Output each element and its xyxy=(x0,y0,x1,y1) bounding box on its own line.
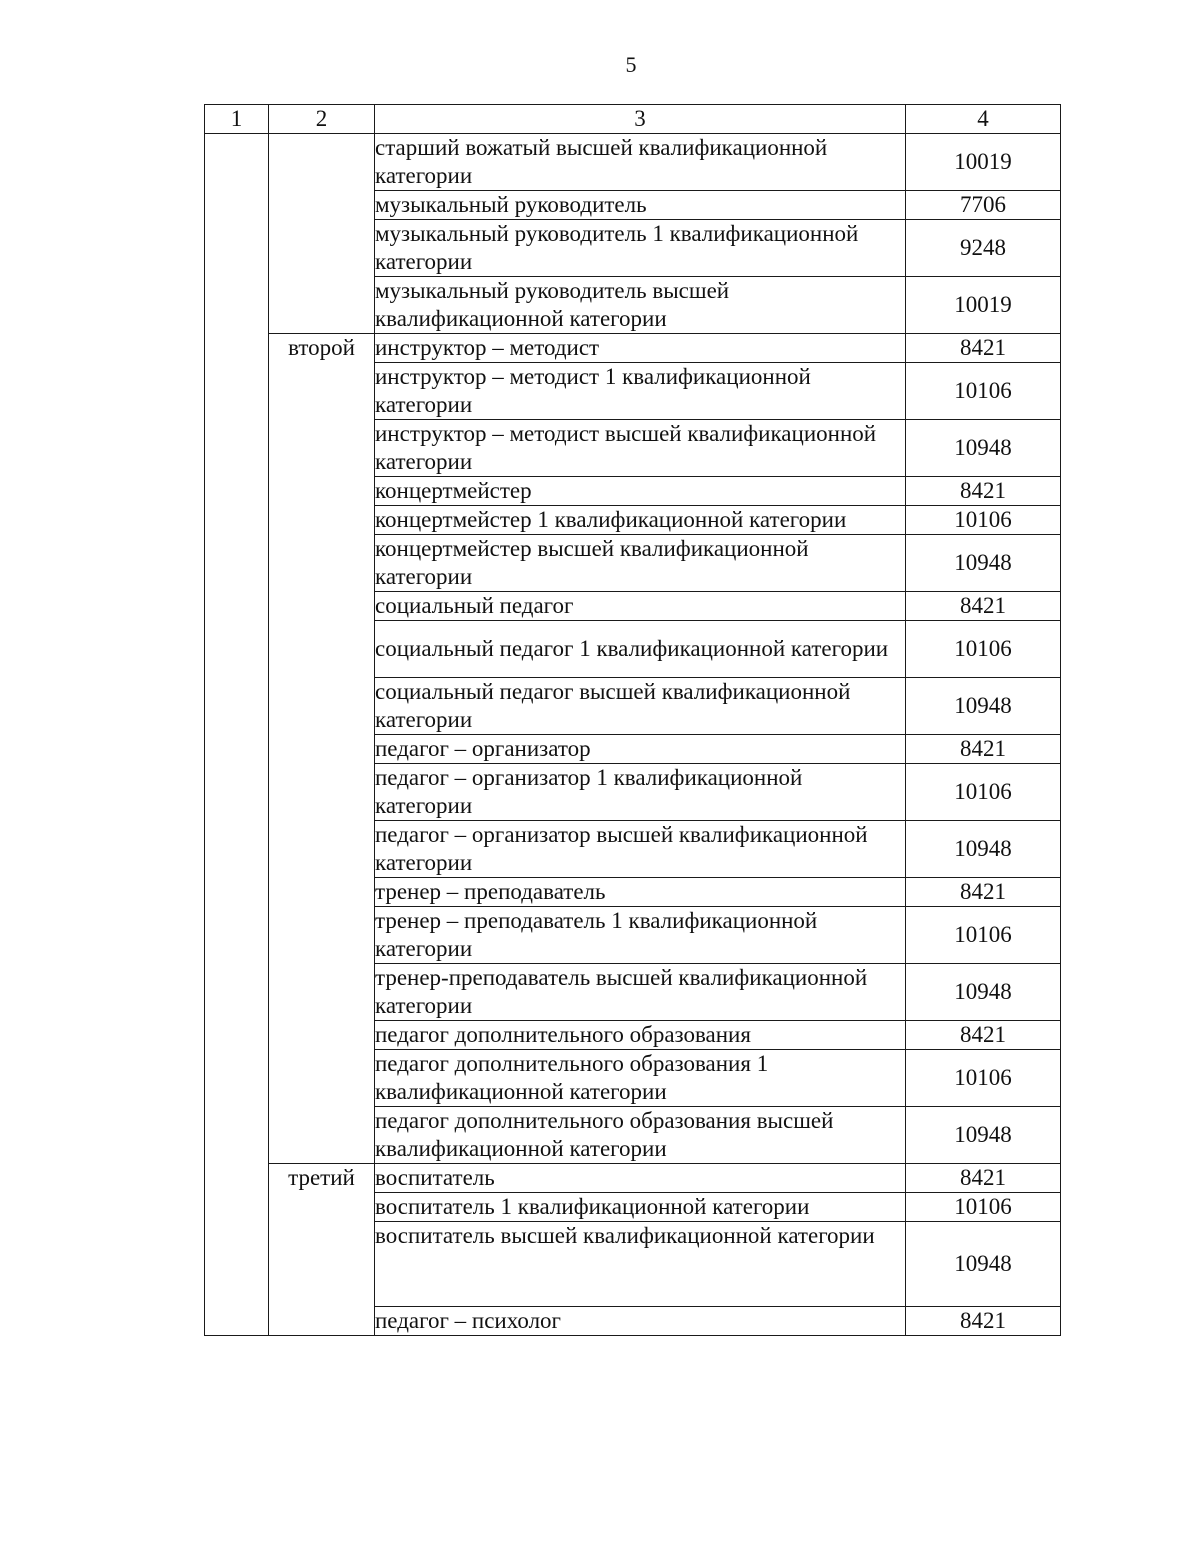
salary-cell: 10106 xyxy=(906,621,1061,678)
salary-cell: 10106 xyxy=(906,764,1061,821)
position-cell: педагог дополнительного образования высшей квалификационной категории xyxy=(375,1107,906,1164)
salary-cell: 9248 xyxy=(906,220,1061,277)
position-cell: музыкальный руководитель xyxy=(375,191,906,220)
salary-cell: 10106 xyxy=(906,506,1061,535)
salary-cell: 8421 xyxy=(906,334,1061,363)
position-cell: музыкальный руководитель высшей квалификационной категории xyxy=(375,277,906,334)
position-cell: социальный педагог высшей квалификационной категории xyxy=(375,678,906,735)
position-cell: воспитатель высшей квалификационной категории xyxy=(375,1222,906,1307)
position-cell: инструктор – методист высшей квалификационной категории xyxy=(375,420,906,477)
salary-table xyxy=(204,104,1061,1336)
salary-cell: 7706 xyxy=(906,191,1061,220)
page-number: 5 xyxy=(625,52,637,77)
position-cell: социальный педагог 1 квалификационной категории xyxy=(375,621,906,678)
column-header-1: 1 xyxy=(205,105,269,134)
salary-cell: 10948 xyxy=(906,420,1061,477)
salary-cell: 8421 xyxy=(906,477,1061,506)
salary-cell: 10948 xyxy=(906,821,1061,878)
column-1-cell xyxy=(205,134,269,1336)
position-cell: музыкальный руководитель 1 квалификационной категории xyxy=(375,220,906,277)
salary-cell: 10106 xyxy=(906,1193,1061,1222)
table-row xyxy=(205,334,1061,363)
position-cell: тренер – преподаватель xyxy=(375,878,906,907)
position-cell: педагог – организатор xyxy=(375,735,906,764)
position-cell: педагог дополнительного образования xyxy=(375,1021,906,1050)
position-cell: инструктор – методист xyxy=(375,334,906,363)
salary-cell: 10948 xyxy=(906,1222,1061,1307)
salary-cell: 8421 xyxy=(906,1307,1061,1336)
salary-cell: 8421 xyxy=(906,735,1061,764)
salary-cell: 10106 xyxy=(906,363,1061,420)
salary-cell: 8421 xyxy=(906,1164,1061,1193)
position-cell: воспитатель 1 квалификационной категории xyxy=(375,1193,906,1222)
salary-cell: 10948 xyxy=(906,678,1061,735)
position-cell: педагог – организатор высшей квалификационной категории xyxy=(375,821,906,878)
position-cell: концертмейстер xyxy=(375,477,906,506)
position-cell: воспитатель xyxy=(375,1164,906,1193)
position-cell: тренер – преподаватель 1 квалификационной категории xyxy=(375,907,906,964)
position-cell: педагог – психолог xyxy=(375,1307,906,1336)
column-header-3: 3 xyxy=(375,105,906,134)
position-cell: тренер-преподаватель высшей квалификационной категории xyxy=(375,964,906,1021)
position-cell: инструктор – методист 1 квалификационной категории xyxy=(375,363,906,420)
group-label: третий xyxy=(269,1164,375,1336)
position-cell: педагог дополнительного образования 1 квалификационной категории xyxy=(375,1050,906,1107)
salary-cell: 10019 xyxy=(906,134,1061,191)
salary-cell: 10106 xyxy=(906,907,1061,964)
table-row xyxy=(205,134,1061,191)
position-cell: концертмейстер 1 квалификационной категории xyxy=(375,506,906,535)
salary-cell: 10948 xyxy=(906,964,1061,1021)
salary-cell: 10948 xyxy=(906,1107,1061,1164)
position-cell: старший вожатый высшей квалификационной категории xyxy=(375,134,906,191)
group-label xyxy=(269,134,375,334)
salary-cell: 10948 xyxy=(906,535,1061,592)
position-cell: социальный педагог xyxy=(375,592,906,621)
table-row xyxy=(205,1164,1061,1193)
column-header-4: 4 xyxy=(906,105,1061,134)
salary-cell: 8421 xyxy=(906,1021,1061,1050)
position-cell: концертмейстер высшей квалификационной категории xyxy=(375,535,906,592)
position-cell: педагог – организатор 1 квалификационной категории xyxy=(375,764,906,821)
column-header-2: 2 xyxy=(269,105,375,134)
group-label: второй xyxy=(269,334,375,1164)
salary-cell: 8421 xyxy=(906,878,1061,907)
salary-cell: 10019 xyxy=(906,277,1061,334)
salary-cell: 8421 xyxy=(906,592,1061,621)
salary-cell: 10106 xyxy=(906,1050,1061,1107)
header-row xyxy=(205,105,1061,134)
